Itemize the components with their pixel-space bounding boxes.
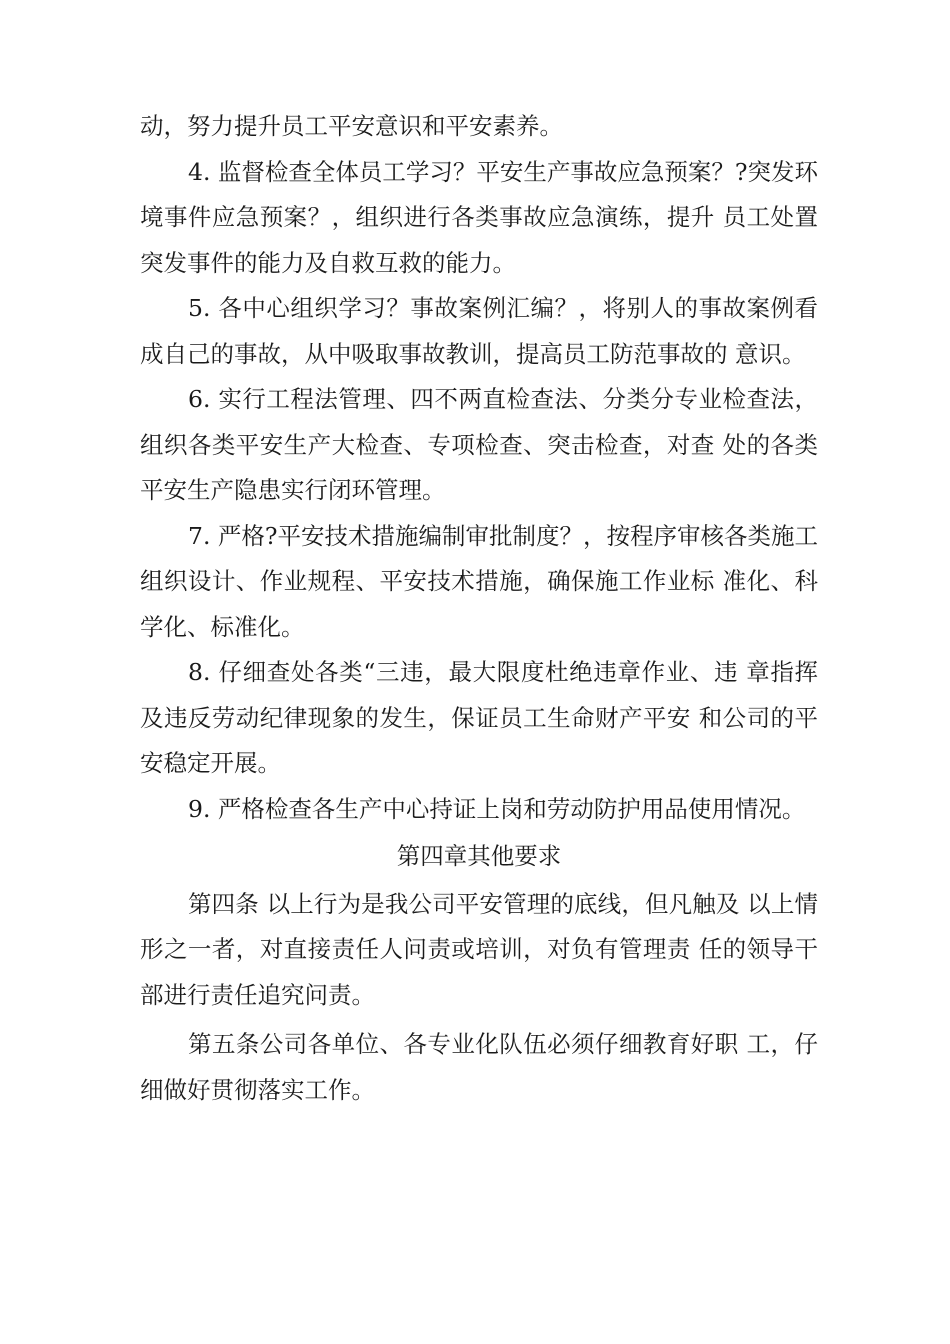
paragraph-item-7: 7. 严格?平安技术措施编制审批制度？，按程序审核各类施工组织设计、作业规程、平安技术措施，确保施工作业标 准化、科学化、标准化。 [140,521,818,641]
document-body [140,104,818,1113]
article-4: 第四条 以上行为是我公司平安管理的底线，但凡触及 以上情形之一者，对直接责任人问责或培训，对负有管理责 任的领导干部进行责任追究问责。 [140,889,818,1009]
article-5: 第五条公司各单位、各专业化队伍必须仔细教育好职 工，仔细做好贯彻落实工作。 [140,1030,818,1104]
paragraph-item-9: 9. 严格检查各生产中心持证上岗和劳动防护用品使用情况。 [188,794,806,823]
chapter-heading: 第四章其他要求 [396,842,562,870]
paragraph-item-4: 4. 监督检查全体员工学习？平安生产事故应急预案？?突发环境事件应急预案？，组织进行各类事故应急演练，提升 员工处置突发事件的能力及自救互救的能力。 [140,157,818,277]
paragraph-item-6: 6. 实行工程法管理、四不两直检查法、分类分专业检查法，组织各类平安生产大检查、专项检查、突击检查，对查 处的各类平安生产隐患实行闭环管理。 [140,385,818,504]
paragraph-item-5: 5. 各中心组织学习？事故案例汇编？，将别人的事故案例看成自己的事故，从中吸取事故教训，提高员工防范事故的 意识。 [140,294,818,368]
paragraph-item-8: 8. 仔细查处各类“三违，最大限度杜绝违章作业、违 章指挥及违反劳动纪律现象的发生，保证员工生命财产平安 和公司的平安稳定开展。 [140,658,818,777]
paragraph-continuation: 动，努力提升员工平安意识和平安素养。 [140,112,563,140]
